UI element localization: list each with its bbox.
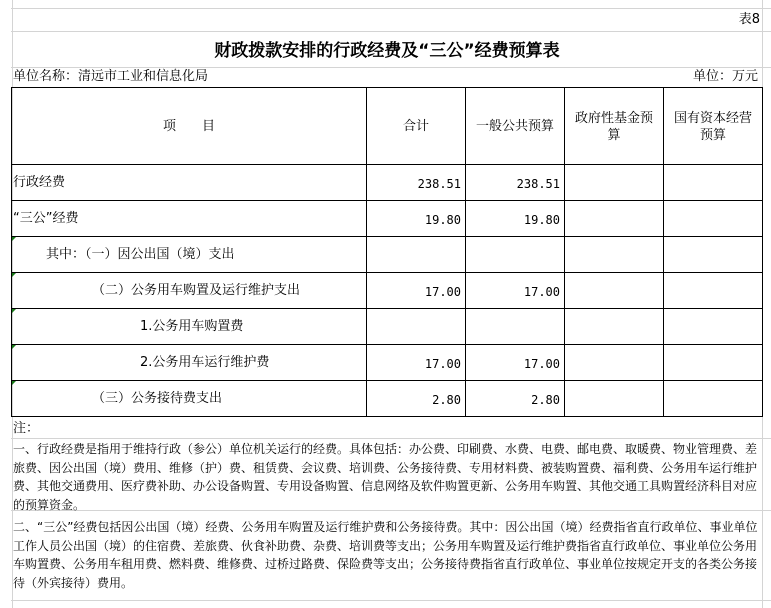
cell-total: 19.80	[424, 213, 461, 227]
table-border	[762, 87, 763, 417]
unit-measure: 单位：万元	[692, 69, 758, 84]
cell-marker	[12, 309, 16, 313]
cell-general: 17.00	[523, 357, 560, 371]
cell-general: 2.80	[531, 393, 560, 407]
table-border	[663, 87, 664, 417]
cell-marker	[12, 273, 16, 277]
grid-line	[11, 8, 771, 9]
table-border	[11, 380, 763, 381]
table-border	[11, 87, 12, 417]
header-total: 合计	[402, 119, 429, 134]
header-state-capital-budget: 国有资本经营预算	[673, 111, 752, 143]
table-border	[11, 164, 763, 165]
header-general-budget: 一般公共预算	[475, 119, 554, 134]
grid-line	[11, 67, 771, 68]
cell-total: 238.51	[417, 177, 461, 191]
table-border	[564, 87, 565, 417]
cell-total: 17.00	[424, 285, 461, 299]
cell-general: 19.80	[523, 213, 560, 227]
table-border	[11, 344, 763, 345]
table-border	[11, 200, 763, 201]
page-title: 财政拨款安排的行政经费及“三公”经费预算表	[214, 41, 560, 61]
row-label: （二）公务用车购置及运行维护支出	[92, 283, 301, 298]
grid-line	[11, 600, 771, 601]
grid-line	[11, 438, 771, 439]
cell-marker	[12, 381, 16, 385]
table-border	[11, 308, 763, 309]
note-three-public-expenses: 二、“三公”经费包括因公出国（境）经费、公务用车购置及运行维护费和公务接待费。其中：因公出国（境）经费指省直行政单位、事业单位工作人员公出国（境）的住宿费、差旅费、伙食补助费、杂费、培训费等支出；公务用车购置及运行维护费指省直行政单位、事业单位公务用车购置费、公务用车租用费、燃料费、维修费、过桥过路费、保险费等支出；公务接待费指省直行政单位、事业单位按规定开支的各类公务接待（外宾接待）费用。	[13, 520, 758, 590]
row-label: （三）公务接待费支出	[92, 391, 223, 406]
row-label: 1.公务用车购置费	[140, 319, 244, 334]
sheet-number: 表8	[738, 12, 760, 27]
cell-general: 17.00	[523, 285, 560, 299]
grid-line	[11, 31, 771, 32]
row-label: 行政经费	[13, 175, 66, 190]
row-label: 2.公务用车运行维护费	[140, 355, 270, 370]
header-fund-budget: 政府性基金预算	[574, 111, 653, 143]
table-border	[11, 272, 763, 273]
cell-total: 17.00	[424, 357, 461, 371]
header-item: 项 目	[162, 119, 215, 134]
table-border	[11, 87, 763, 88]
cell-general: 238.51	[516, 177, 560, 191]
grid-line	[12, 0, 13, 608]
note-admin-expenses: 一、行政经费是指用于维持行政（参公）单位机关运行的经费。具体包括：办公费、印刷费、水费、电费、邮电费、取暖费、物业管理费、差旅费、因公出国（境）费用、维修（护）费、租赁费、会议费、培训费、公务接待费、专用材料费、被装购置费、福利费、公务用车运行维护费、其他交通费用、医疗费补助、办公设备购置、专用设备购置、信息网络及软件购置更新、公务用车购置、其他交通工具购置经济科目对应的预算资金。	[13, 442, 758, 512]
notes-label: 注：	[13, 421, 40, 436]
cell-marker	[12, 237, 16, 241]
row-label: “三公”经费	[13, 211, 79, 226]
row-label: 其中：（一）因公出国（境）支出	[46, 247, 235, 262]
table-border	[11, 416, 763, 417]
cell-total: 2.80	[432, 393, 461, 407]
cell-marker	[12, 345, 16, 349]
unit-name: 单位名称：清远市工业和信息化局	[13, 69, 209, 84]
table-border	[11, 236, 763, 237]
